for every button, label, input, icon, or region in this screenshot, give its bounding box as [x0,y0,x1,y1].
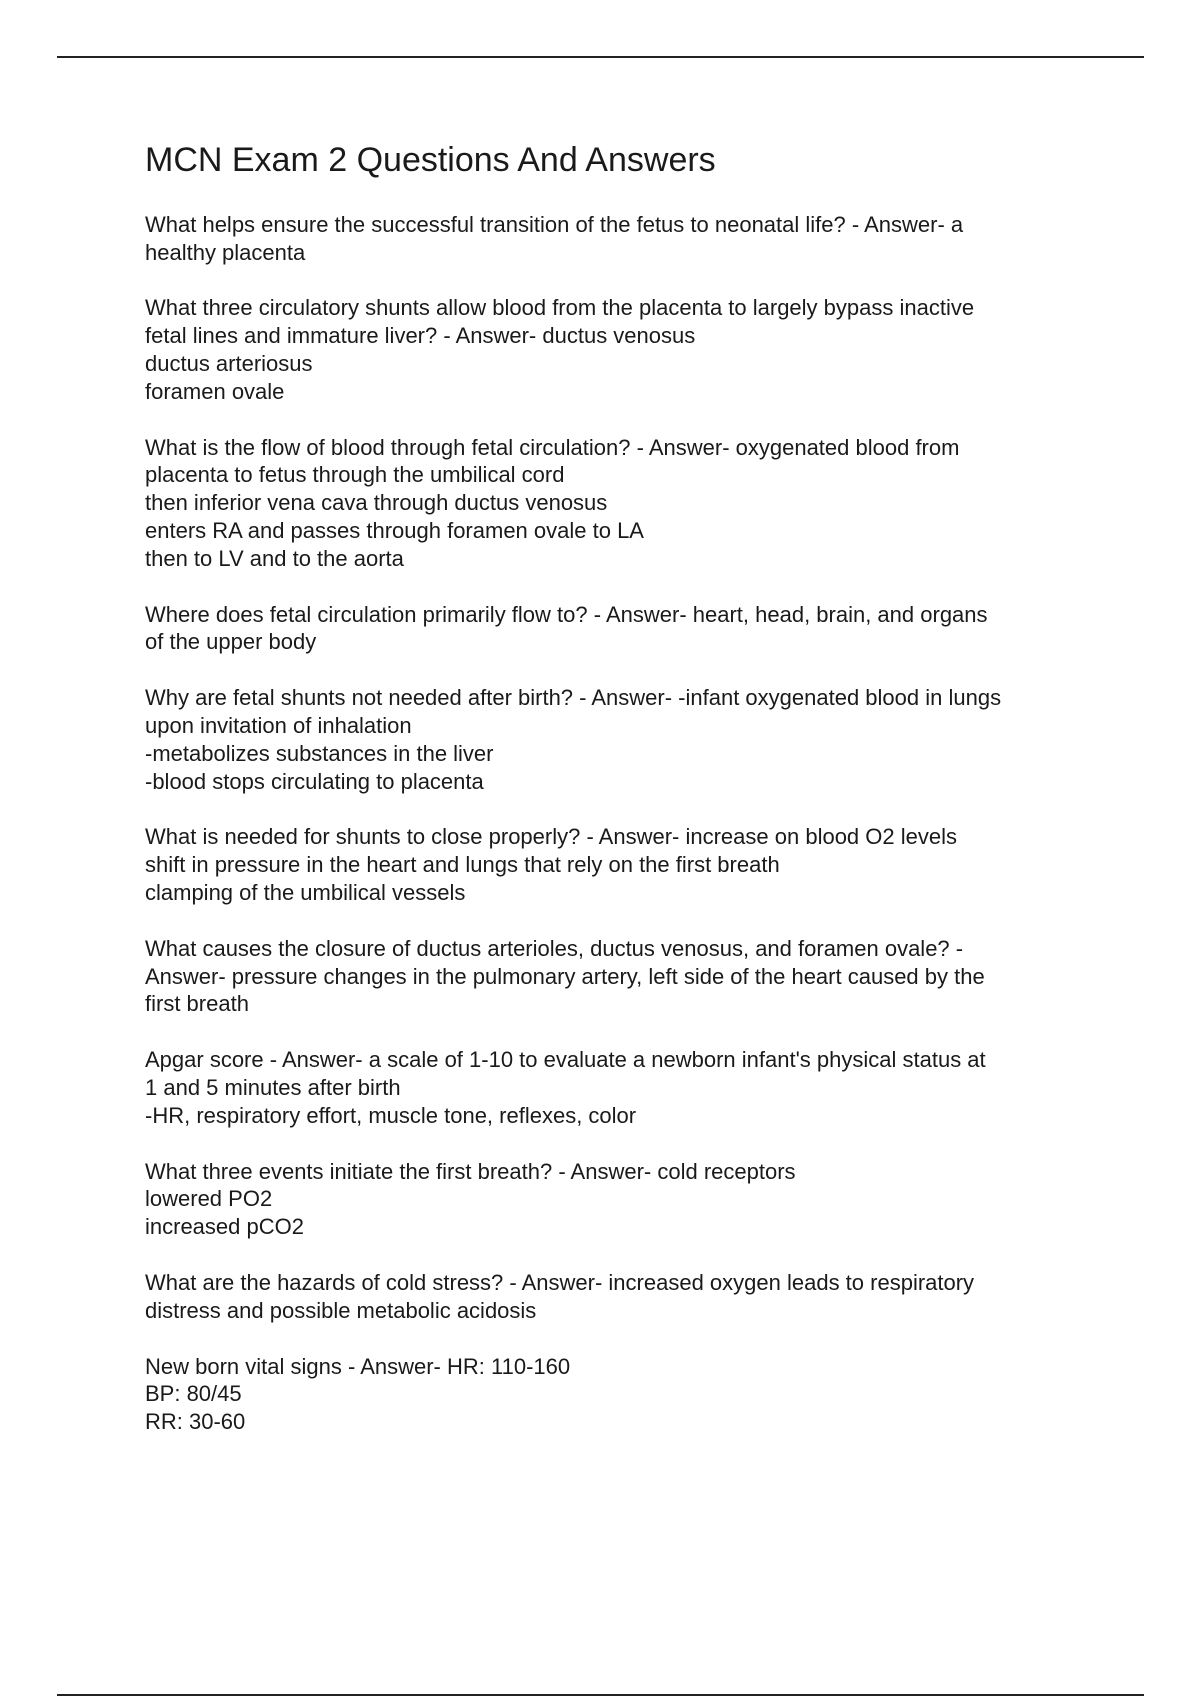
bottom-divider [57,1694,1144,1696]
qa-entry: What causes the closure of ductus arterioles, ductus venosus, and foramen ovale? - Answer- pressure changes in the pulmonary artery, left side of the heart caused by the first breath [145,935,985,1017]
qa-entry: Why are fetal shunts not needed after birth? - Answer- -infant oxygenated blood in lungs upon invitation of inhalation -metabolizes substances in the liver -blood stops circulating to placenta [145,685,1002,794]
qa-entry: What helps ensure the successful transition of the fetus to neonatal life? - Answer- a healthy placenta [145,211,964,265]
document-body [145,140,1105,1464]
qa-entry: What is needed for shunts to close properly? - Answer- increase on blood O2 levels shift in pressure in the heart and lungs that rely on the first breath clamping of the umbilical vessels [145,824,957,905]
qa-entry: What three circulatory shunts allow blood from the placenta to largely bypass inactive fetal lines and immature liver? - Answer- ductus venosus ductus arteriosus foramen ovale [145,295,975,404]
qa-entry: What are the hazards of cold stress? - Answer- increased oxygen leads to respiratory distress and possible metabolic acidosis [145,1269,975,1323]
qa-entry: Where does fetal circulation primarily flow to? - Answer- heart, head, brain, and organs of the upper body [145,601,988,655]
qa-entry: New born vital signs - Answer- HR: 110-160 BP: 80/45 RR: 30-60 [145,1353,571,1435]
top-divider [57,56,1144,58]
qa-entry: Apgar score - Answer- a scale of 1-10 to evaluate a newborn infant's physical status at 1 and 5 minutes after birth -HR, respiratory effort, muscle tone, reflexes, color [145,1047,986,1128]
qa-entry: What is the flow of blood through fetal circulation? - Answer- oxygenated blood from placenta to fetus through the umbilical cord then inferior vena cava through ductus venosus enters RA and passes through foramen ovale to LA then to LV and to the aorta [145,434,960,571]
qa-entry: What three events initiate the first breath? - Answer- cold receptors lowered PO2 increased pCO2 [145,1158,796,1240]
document-title: MCN Exam 2 Questions And Answers [145,141,716,179]
